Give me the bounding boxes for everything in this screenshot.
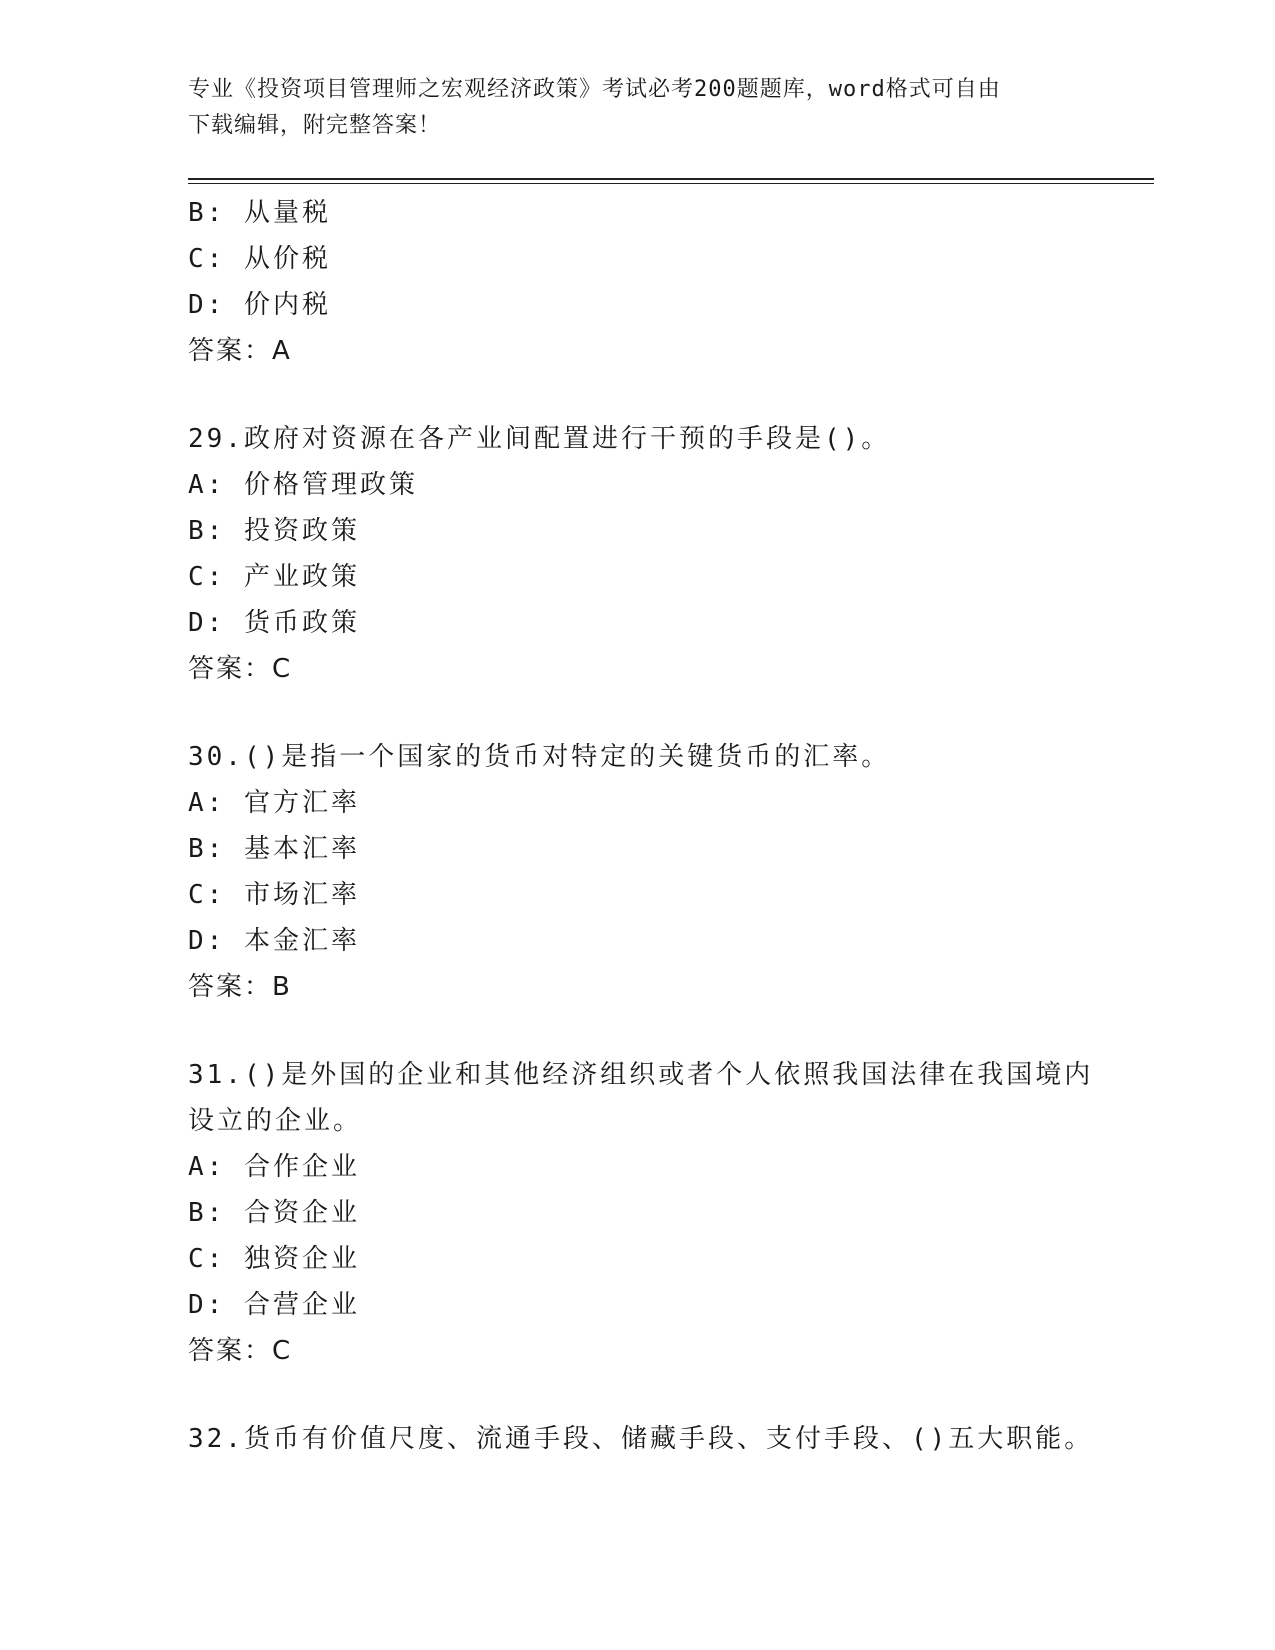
option-b: B: 投资政策 [188, 516, 360, 546]
option-a: A: 官方汇率 [188, 788, 360, 818]
question-31 [188, 1052, 1108, 1374]
option-d: D: 价内税 [188, 290, 331, 320]
question-text-line-1: 31.()是外国的企业和其他经济组织或者个人依照我国法律在我国境内 [188, 1060, 1094, 1090]
option-c: C: 市场汇率 [188, 880, 360, 910]
option-b: B: 基本汇率 [188, 834, 360, 864]
header-divider [188, 178, 1154, 184]
option-d: D: 货币政策 [188, 608, 360, 638]
option-c: C: 从价税 [188, 244, 331, 274]
option-a: A: 价格管理政策 [188, 470, 418, 500]
option-d: D: 本金汇率 [188, 926, 360, 956]
answer-line: 答案：B [188, 972, 292, 1002]
option-c: C: 独资企业 [188, 1244, 360, 1274]
question-text: 32.货币有价值尺度、流通手段、储藏手段、支付手段、()五大职能。 [188, 1424, 1094, 1454]
option-c: C: 产业政策 [188, 562, 360, 592]
question-29 [188, 416, 1108, 692]
question-text-line-2: 设立的企业。 [188, 1106, 363, 1136]
question-32 [188, 1416, 1108, 1462]
option-b: B: 合资企业 [188, 1198, 360, 1228]
answer-line: 答案：A [188, 336, 292, 366]
answer-line: 答案：C [188, 1336, 293, 1366]
header-line-1: 专业《投资项目管理师之宏观经济政策》考试必考200题题库，word格式可自由 [188, 77, 1001, 102]
question-28-fragment [188, 190, 1108, 374]
question-text: 30.()是指一个国家的货币对特定的关键货币的汇率。 [188, 742, 891, 772]
question-text: 29.政府对资源在各产业间配置进行干预的手段是()。 [188, 424, 891, 454]
option-a: A: 合作企业 [188, 1152, 360, 1182]
option-b: B: 从量税 [188, 198, 331, 228]
option-d: D: 合营企业 [188, 1290, 360, 1320]
header-line-2: 下载编辑，附完整答案！ [188, 113, 442, 138]
answer-line: 答案：C [188, 654, 293, 684]
question-30 [188, 734, 1108, 1010]
document-header [188, 72, 1088, 144]
question-list [188, 190, 1108, 1462]
